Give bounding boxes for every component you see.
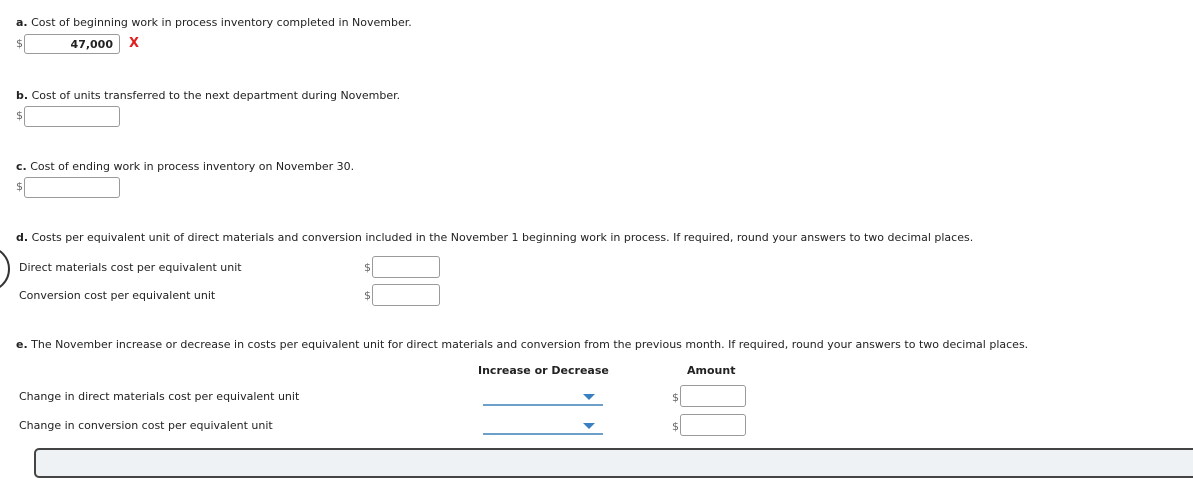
caret-down-icon [583,394,595,400]
caret-down-icon [583,423,595,429]
question-b-answer-input[interactable] [24,106,120,127]
question-c-currency: $ [16,180,23,193]
amount-header: Amount [687,364,736,377]
change-conversion-dropdown[interactable] [483,417,603,435]
change-conversion-currency: $ [672,420,679,433]
question-c-answer-input[interactable] [24,177,120,198]
question-a-currency: $ [16,37,23,50]
change-direct-materials-amount-input[interactable] [680,385,746,407]
increase-decrease-header: Increase or Decrease [478,364,609,377]
conversion-cost-label: Conversion cost per equivalent unit [19,289,216,302]
question-a-text: Cost of beginning work in process inventory completed in November. [31,16,412,29]
question-c-text: Cost of ending work in process inventory on November 30. [30,160,355,173]
question-d-text: Costs per equivalent unit of direct materials and conversion included in the November 1 beginning work in process. If required, round your answers to two decimal places. [31,231,974,244]
question-c-letter: c. [16,160,27,173]
change-conversion-amount-input[interactable] [680,414,746,436]
question-a-prompt [16,16,412,29]
direct-materials-currency: $ [364,261,371,274]
conversion-cost-input[interactable] [372,284,440,306]
question-e-letter: e. [16,338,28,351]
question-b-prompt [16,89,400,102]
focus-ring-decoration [0,246,10,292]
direct-materials-cost-input[interactable] [372,256,440,278]
change-direct-materials-label: Change in direct materials cost per equivalent unit [19,390,300,403]
question-e-text: The November increase or decrease in costs per equivalent unit for direct materials and conversion from the previous month. If required, round your answers to two decimal places. [31,338,1029,351]
question-b-text: Cost of units transferred to the next department during November. [31,89,401,102]
question-a-letter: a. [16,16,28,29]
direct-materials-cost-label: Direct materials cost per equivalent unit [19,261,242,274]
conversion-cost-currency: $ [364,289,371,302]
question-d-prompt [16,231,973,244]
x-mark-icon: X [129,36,140,51]
change-conversion-label: Change in conversion cost per equivalent unit [19,419,273,432]
question-e-prompt [16,338,1028,351]
change-direct-materials-dropdown[interactable] [483,388,603,406]
question-c-prompt [16,160,354,173]
feedback-panel [34,448,1193,478]
question-b-currency: $ [16,109,23,122]
question-d-letter: d. [16,231,29,244]
question-b-letter: b. [16,89,29,102]
change-direct-materials-currency: $ [672,391,679,404]
question-a-answer-input[interactable] [24,34,120,54]
